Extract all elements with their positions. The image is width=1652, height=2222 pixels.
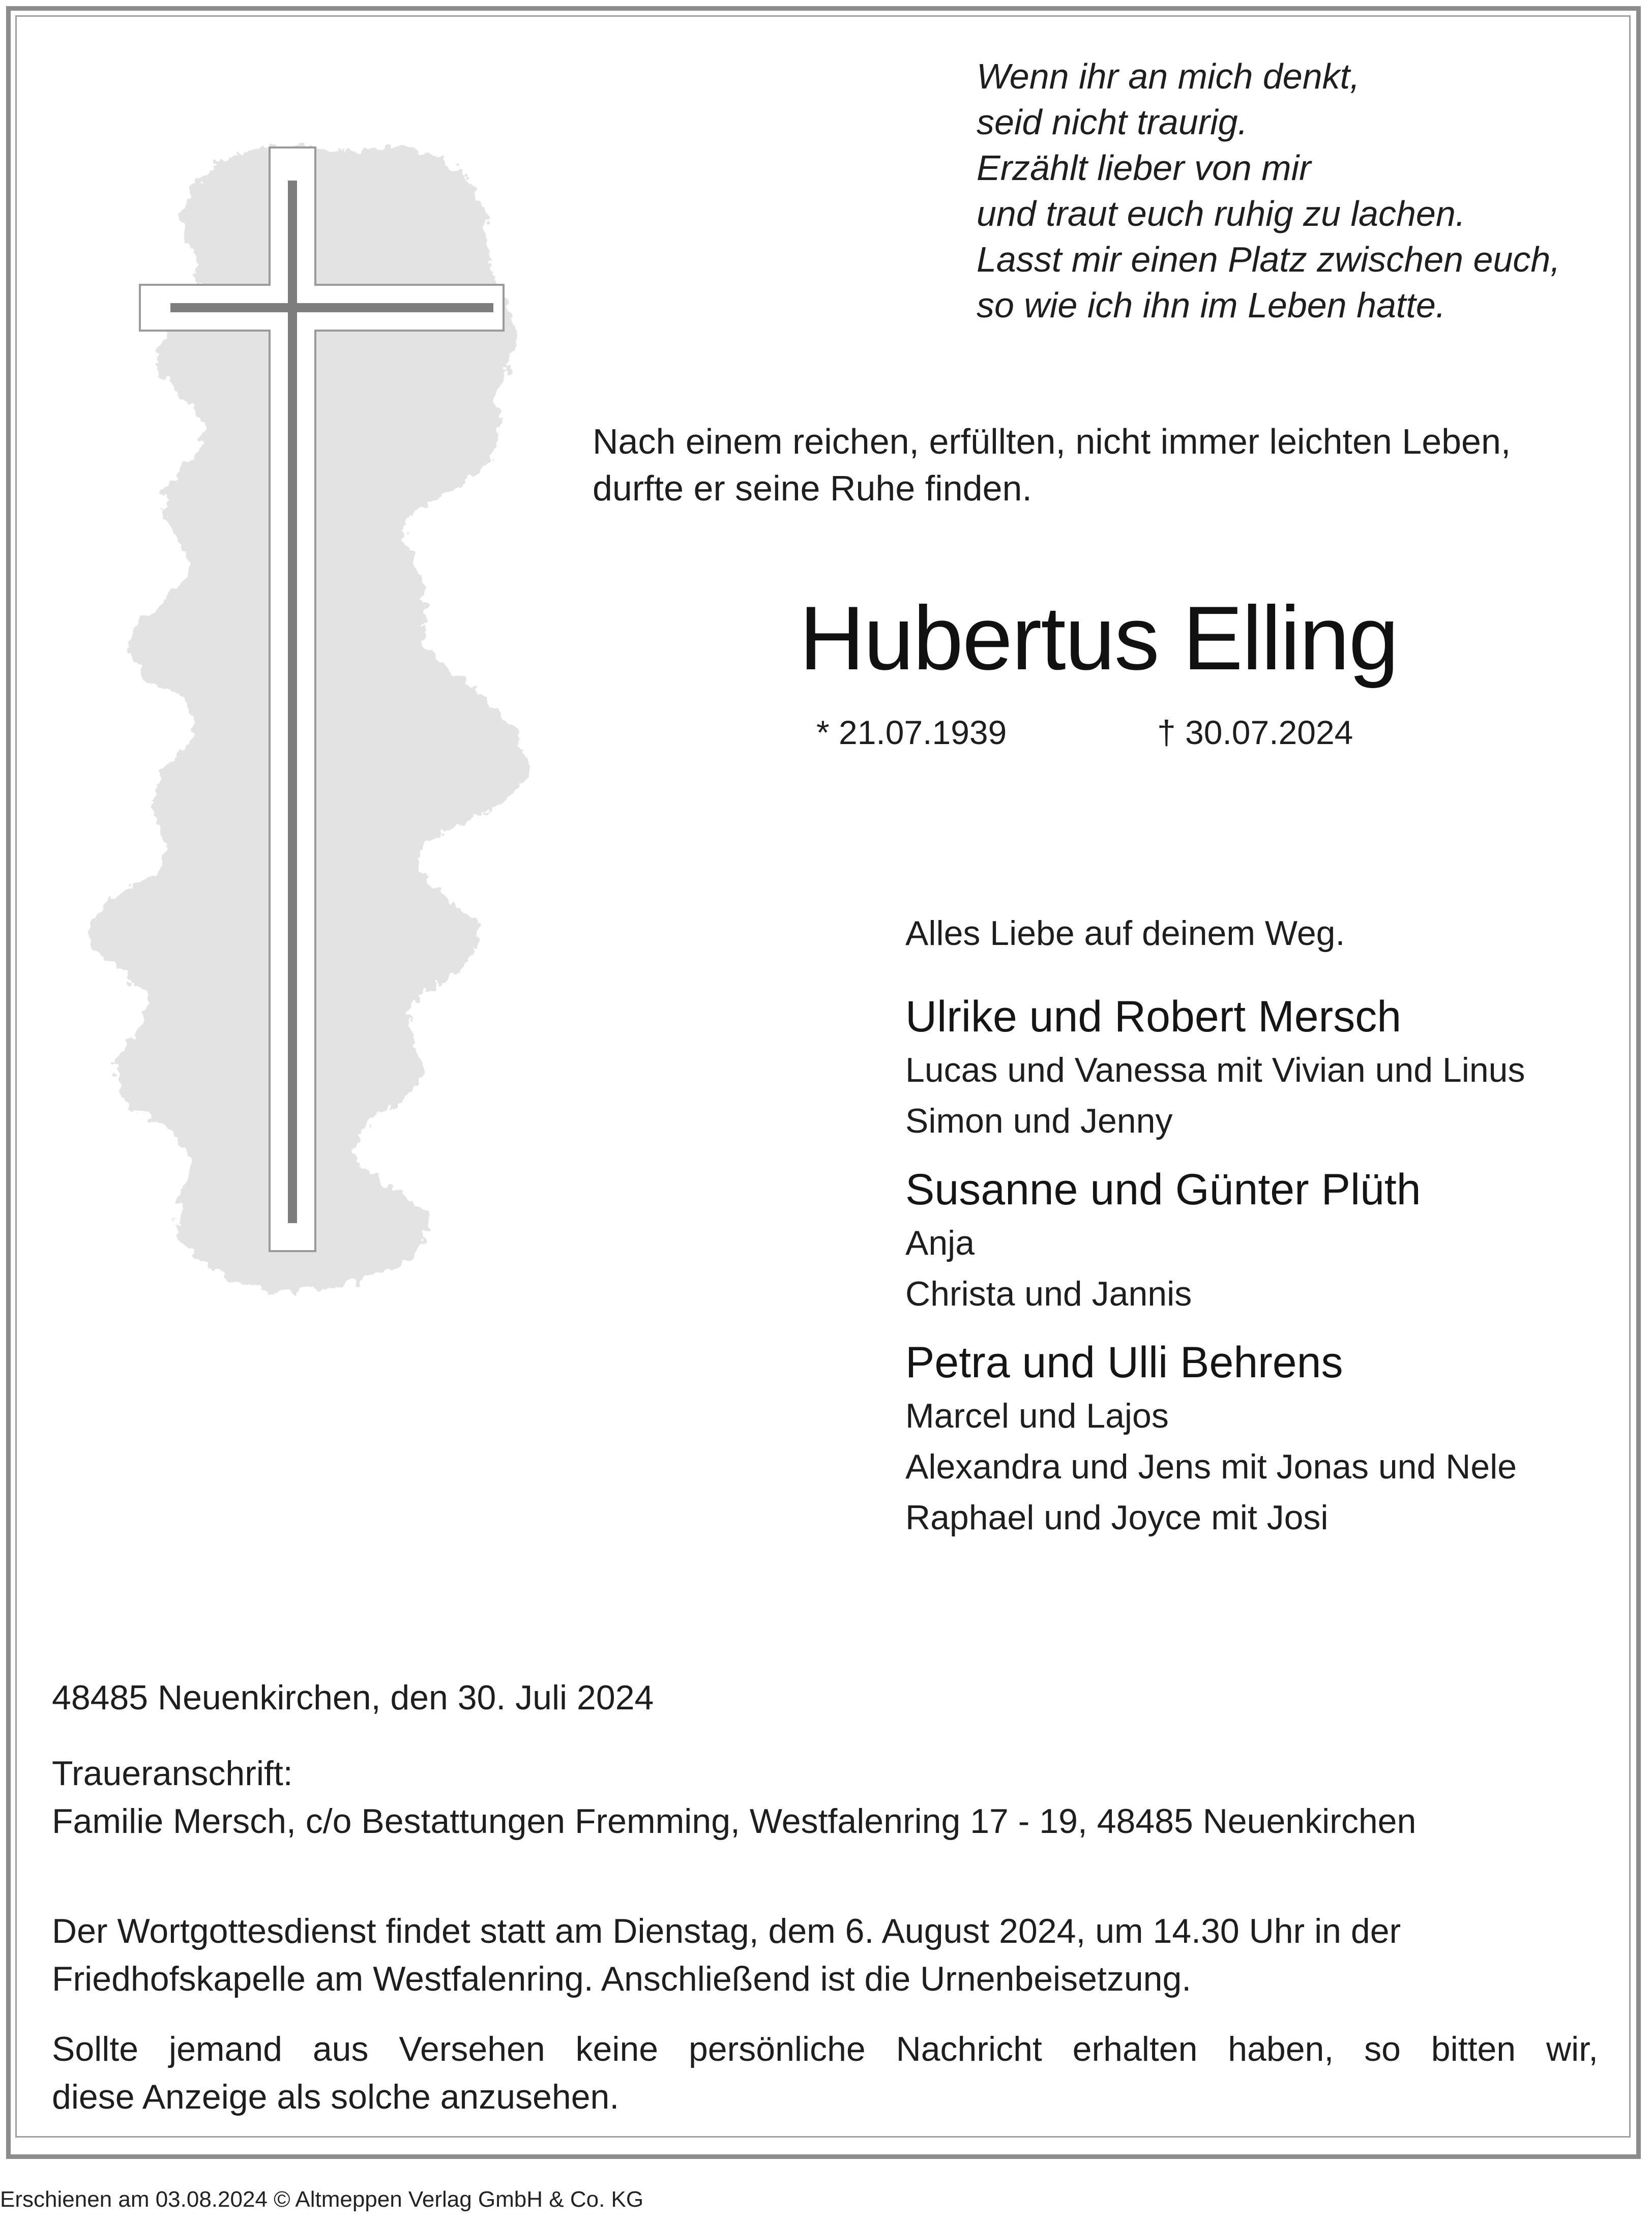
- family-head: Petra und Ulli Behrens: [905, 1338, 1343, 1387]
- service-line: Der Wortgottesdienst findet statt am Dienstag, dem 6. August 2024, um 14.30 Uhr in der: [52, 1912, 1401, 1950]
- poem-line: Erzählt lieber von mir: [977, 148, 1311, 188]
- intro-line: durfte er seine Ruhe finden.: [593, 468, 1032, 508]
- place-date: 48485 Neuenkirchen, den 30. Juli 2024: [52, 1678, 654, 1717]
- family-member: Raphael und Joyce mit Josi: [905, 1498, 1329, 1537]
- family-head: Ulrike und Robert Mersch: [905, 992, 1402, 1041]
- family-member: Lucas und Vanessa mit Vivian und Linus: [905, 1051, 1525, 1089]
- family-member: Anja: [905, 1224, 975, 1262]
- mourning-address: [52, 1750, 1629, 1845]
- poem-line: seid nicht traurig.: [977, 102, 1248, 142]
- address-label: Traueranschrift:: [52, 1754, 293, 1793]
- family-group: [905, 1335, 1628, 1543]
- family-member: Marcel und Lajos: [905, 1397, 1169, 1435]
- intro-line: Nach einem reichen, erfüllten, nicht immer leichten Leben,: [593, 422, 1511, 461]
- deceased-name: Hubertus Elling: [799, 587, 1398, 689]
- notice-line: Sollte jemand aus Versehen keine persönliche Nachricht erhalten haben, so bitten wir,: [52, 2030, 1598, 2068]
- mourners-list: [905, 910, 1628, 1558]
- poem-line: Wenn ihr an mich denkt,: [977, 56, 1360, 96]
- publication-footer: Erschienen am 03.08.2024 © Altmeppen Verlag GmbH & Co. KG: [0, 2187, 644, 2212]
- poem-line: Lasst mir einen Platz zwischen euch,: [977, 240, 1560, 279]
- poem-line: so wie ich ihn im Leben hatte.: [977, 285, 1446, 325]
- death-date: † 30.07.2024: [1157, 714, 1353, 751]
- notice-text: [52, 2025, 1598, 2121]
- family-head: Susanne und Günter Plüth: [905, 1165, 1421, 1214]
- family-group: [905, 1162, 1628, 1319]
- service-line: Friedhofskapelle am Westfalenring. Anschließend ist die Urnenbeisetzung.: [52, 1960, 1192, 1998]
- address-line: Familie Mersch, c/o Bestattungen Fremming, Westfalenring 17 - 19, 48485 Neuenkirchen: [52, 1802, 1417, 1841]
- service-info: [52, 1907, 1598, 2003]
- cross-icon: [86, 127, 585, 1358]
- family-member: Alexandra und Jens mit Jonas und Nele: [905, 1447, 1517, 1486]
- intro-text: [593, 418, 1610, 512]
- family-group: [905, 989, 1628, 1146]
- birth-date: * 21.07.1939: [816, 714, 1007, 751]
- family-member: Simon und Jenny: [905, 1102, 1173, 1140]
- poem: [977, 53, 1617, 328]
- notice-line: diese Anzeige als solche anzusehen.: [52, 2078, 620, 2116]
- poem-line: und traut euch ruhig zu lachen.: [977, 194, 1466, 233]
- farewell-text: Alles Liebe auf deinem Weg.: [905, 914, 1345, 953]
- family-member: Christa und Jannis: [905, 1275, 1192, 1313]
